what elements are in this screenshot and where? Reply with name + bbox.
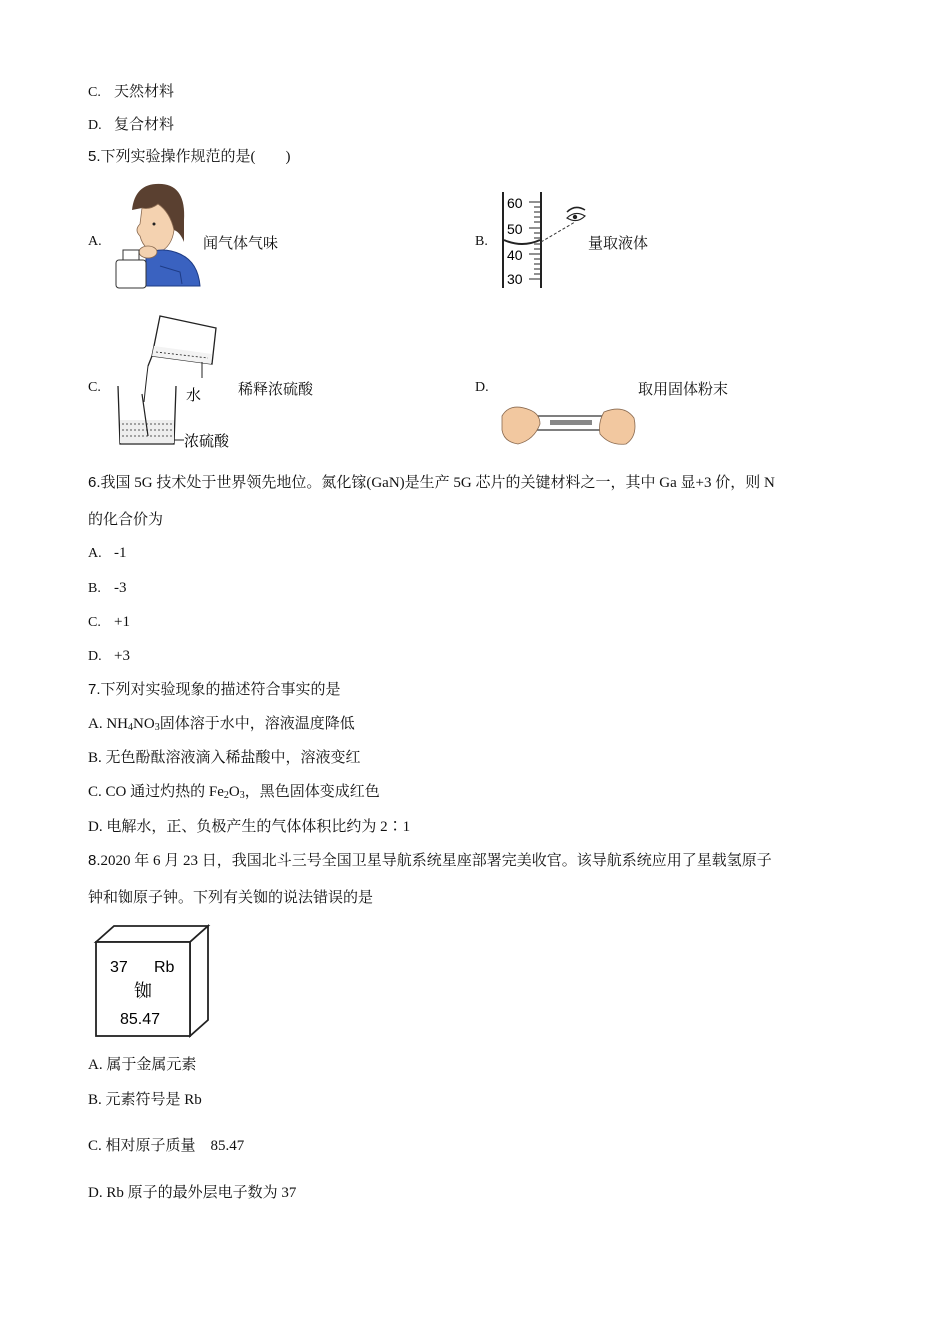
q6-option-a — [88, 543, 127, 564]
q7-option-c — [88, 782, 380, 806]
cylinder-tick-label: 30 — [507, 271, 523, 287]
option-text: 相对原子质量 85.47 — [105, 1138, 245, 1154]
question-number: 6. — [88, 474, 101, 491]
q7-option-a — [88, 714, 355, 738]
formula-subscript: 3 — [154, 722, 160, 733]
q4-option-c — [88, 82, 174, 103]
formula-part: CO 通过灼热的 Fe — [105, 784, 224, 800]
option-letter: C. — [88, 1138, 102, 1154]
q5-option-b-letter: B. — [475, 234, 488, 249]
dilution-figure — [108, 312, 243, 454]
acid-label: 浓硫酸 — [184, 433, 230, 450]
option-letter: B. — [88, 581, 101, 596]
q7-option-b — [88, 748, 361, 768]
q5-option-d-letter: D. — [475, 380, 489, 395]
q6-stem-line-2: 的化合价为 — [88, 512, 164, 528]
q6-option-b — [88, 578, 127, 599]
q8-stem-line-2: 钟和铷原子钟。下列有关铷的说法错误的是 — [88, 890, 374, 906]
question-text: 下列对实验现象的描述符合事实的是 — [100, 682, 341, 698]
option-text: 天然材料 — [114, 84, 175, 100]
q6-stem-line-1 — [88, 473, 775, 493]
q7-stem — [88, 680, 341, 700]
question-number: 8. — [88, 852, 101, 869]
option-text: -3 — [114, 580, 127, 596]
smelling-gas-figure — [110, 180, 202, 290]
option-letter: D. — [88, 819, 103, 835]
formula-subscript: 2 — [223, 790, 229, 801]
question-number: 7. — [88, 681, 101, 698]
q4-option-d — [88, 115, 174, 136]
question-text: 2020 年 6 月 23 日，我国北斗三号全国卫星导航系统星座部署完美收官。该导航系统应用了星载氢原子 — [100, 853, 772, 869]
q8-option-c — [88, 1136, 244, 1156]
atomic-number: 37 — [110, 959, 128, 976]
periodic-element-card — [92, 922, 212, 1040]
option-letter: D. — [88, 118, 102, 133]
q5-option-c-caption: 稀释浓硫酸 — [238, 382, 314, 398]
formula-part: O — [228, 784, 240, 800]
element-symbol: Rb — [154, 959, 175, 976]
option-letter: C. — [88, 85, 101, 100]
option-letter: C. — [88, 784, 102, 800]
option-letter: B. — [88, 750, 102, 766]
cylinder-tick-label: 50 — [507, 221, 523, 237]
formula-part: NH — [106, 716, 129, 732]
cylinder-tick-label: 40 — [507, 247, 523, 263]
option-letter: A. — [88, 716, 103, 732]
q5-option-c-letter: C. — [88, 380, 101, 395]
eye-icon — [567, 207, 585, 220]
q6-option-c — [88, 612, 130, 633]
option-text: 元素符号是 Rb — [105, 1092, 202, 1108]
option-letter: B. — [88, 1092, 102, 1108]
option-letter: A. — [88, 1057, 103, 1073]
q5-stem — [88, 147, 291, 167]
formula-subscript: 4 — [128, 722, 134, 733]
atomic-mass: 85.47 — [120, 1011, 161, 1028]
q8-option-d — [88, 1183, 296, 1203]
formula-subscript: 3 — [239, 790, 245, 801]
q7-option-d — [88, 817, 410, 837]
q6-option-d — [88, 646, 130, 667]
cylinder-tick-label: 60 — [507, 195, 523, 211]
q5-option-a-letter: A. — [88, 234, 102, 249]
option-text: 固体溶于水中，溶液温度降低 — [159, 716, 355, 732]
option-text: 电解水，正、负极产生的气体体积比约为 2∶1 — [106, 819, 411, 835]
option-letter: A. — [88, 546, 102, 561]
question-text: 下列实验操作规范的是( ) — [100, 149, 291, 165]
option-letter: C. — [88, 615, 101, 630]
option-text: 属于金属元素 — [106, 1057, 197, 1073]
q8-option-a — [88, 1055, 196, 1075]
option-text: -1 — [114, 545, 127, 561]
option-text: Rb 原子的最外层电子数为 37 — [106, 1185, 297, 1201]
option-text: 无色酚酞溶液滴入稀盐酸中，溶液变红 — [105, 750, 361, 766]
question-number: 5. — [88, 148, 101, 165]
q8-option-b — [88, 1090, 202, 1110]
option-text: ，黑色固体变成红色 — [244, 784, 380, 800]
water-label: 水 — [186, 387, 202, 404]
q5-option-b-caption: 量取液体 — [588, 236, 649, 252]
option-text: 复合材料 — [114, 117, 175, 133]
option-text: +1 — [114, 614, 130, 630]
q8-stem-line-1 — [88, 851, 772, 871]
option-letter: D. — [88, 649, 102, 664]
q5-option-a-caption: 闻气体气味 — [203, 236, 279, 252]
question-text: 我国 5G 技术处于世界领先地位。氮化镓(GaN)是生产 5G 芯片的关键材料之一，其中 Ga 显+3 价，则 N — [100, 475, 775, 491]
option-letter: D. — [88, 1185, 103, 1201]
option-text: +3 — [114, 648, 130, 664]
graduated-cylinder-figure — [497, 188, 589, 292]
powder-test-tube-figure — [500, 396, 640, 452]
element-name: 铷 — [134, 981, 152, 1001]
q5-option-d-caption: 取用固体粉末 — [638, 382, 729, 398]
formula-part: NO — [133, 716, 155, 732]
